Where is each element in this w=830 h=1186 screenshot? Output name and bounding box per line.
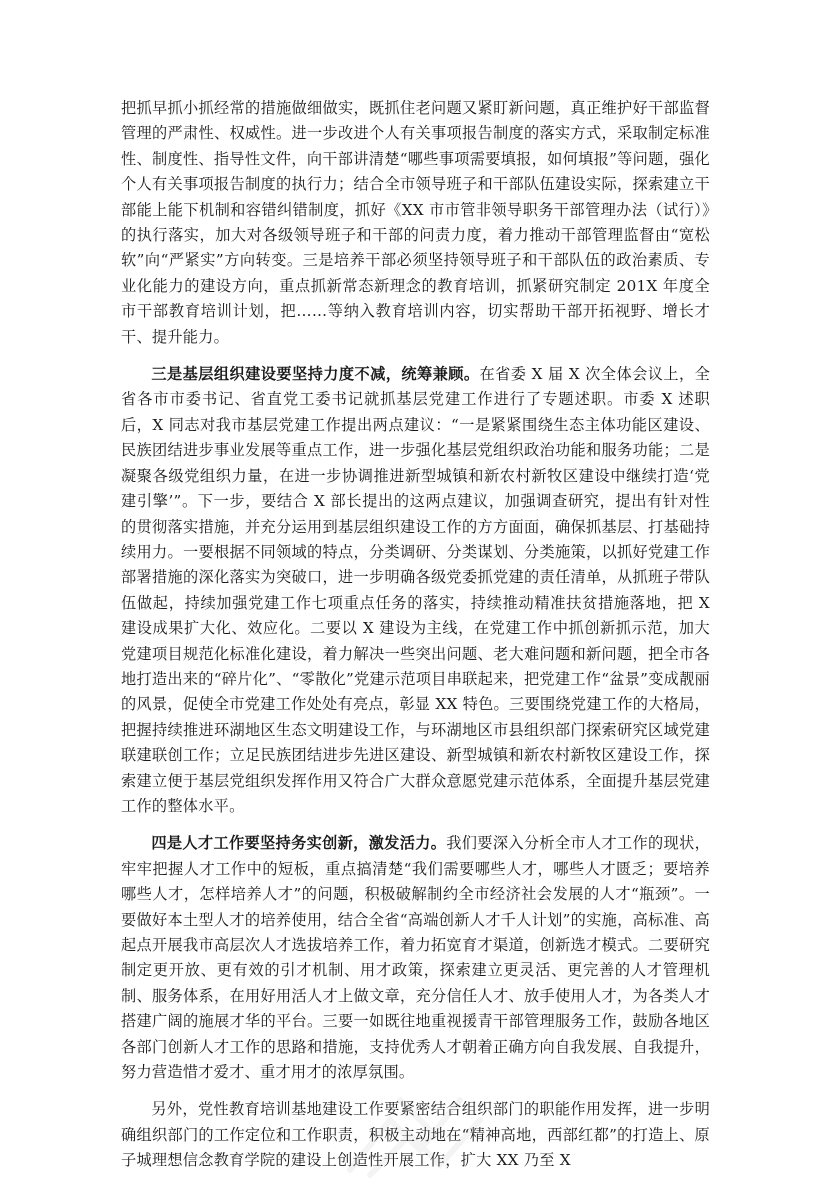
paragraph-text: 我们要深入分析全市人才工作的现状，牢牢把握人才工作中的短板，重点搞清楚“我们需要哪些人才，哪些人才匮乏；要培养哪些人才，怎样培养人才”的问题，积极破解制约全市经济社会发展的人才“瓶颈”。一要做好本土型人才的培养使用，结合全省“高端创新人才千人计划”的实施，高标准、高起点开展我市高层次人才选拔培养工作，着力拓宽育才渠道，创新选才模式。二要研究制定更开放、更有效的引才机制、用才政策，探索建立更灵活、更完善的人才管理机制、服务体系，在用好用活人才上做文章，充分信任人才、放手使用人才，为各类人才搭建广阔的施展才华的平台。三要一如既往地重视援青干部管理服务工作，鼓励各地区各部门创新人才工作的思路和措施，支持优秀人才朝着正确方向自我发展、自我提升，努力营造惜才爱才、重才用才的浓厚氛围。 (121, 834, 711, 1082)
paragraph-party-education-base (121, 1097, 710, 1173)
paragraph-lead-heading: 四是人才工作要坚持务实创新，激发活力。 (151, 834, 447, 853)
paragraph-text: 另外，党性教育培训基地建设工作要紧密结合组织部门的职能作用发挥，进一步明确组织部门的工作定位和工作职责，积极主动地在“精神高地，西部红都”的打造上、原子城理想信念教育学院的建设上创造性开展工作，扩大 XX 乃至 X (121, 1100, 710, 1170)
paragraph-text: 把抓早抓小抓经常的措施做细做实，既抓住老问题又紧盯新问题，真正维护好干部监督管理的严肃性、权威性。进一步改进个人有关事项报告制度的落实方式，采取制定标准性、制度性、指导性文件，向干部讲清楚“哪些事项需要填报，如何填报”等问题，强化个人有关事项报告制度的执行力；结合全市领导班子和干部队伍建设实际，探索建立干部能上能下机制和容错纠错制度，抓好《XX 市市管非领导职务干部管理办法（试行）》的执行落实，加大对各级领导班子和干部的问责力度，着力推动干部管理监督由“宽松软”向“严紧实”方向转变。三是培养干部必须坚持领导班子和干部队伍的政治素质、专业化能力的建设方向，重点抓新常态新理念的教育培训，抓紧研究制定 201X 年度全市干部教育培训计划，把……等纳入教育培训内容，切实帮助干部开拓视野、增长才干、提升能力。 (121, 99, 710, 346)
paragraph-talent-work (121, 831, 710, 1085)
paragraph-lead-heading: 三是基层组织建设要坚持力度不减，统筹兼顾。 (151, 365, 480, 384)
paragraph-grassroots-organization (121, 362, 710, 819)
document-page (121, 96, 710, 1186)
paragraph-text: 在省委 X 届 X 次全体会议上，全省各市市委书记、省直党工委书记就抓基层党建工作进行了专题述职。市委 X 述职后，X 同志对我市基层党建工作提出两点建议：“一是紧紧围绕生态主体功能区建设、民族团结进步事业发展等重点工作，进一步强化基层党组织政治功能和服务功能；二是凝聚各级党组织力量，在进一步协调推进新型城镇和新农村新牧区建设中继续打造‘党建引擎’”。下一步，要结合 X 部长提出的这两点建议，加强调查研究，提出有针对性的贯彻落实措施，并充分运用到基层组织建设工作的方方面面，确保抓基层、打基础持续用力。一要根据不同领域的特点，分类调研、分类谋划、分类施策，以抓好党建工作部署措施的深化落实为突破口，进一步明确各级党委抓党建的责任清单，从抓班子带队伍做起，持续加强党建工作七项重点任务的落实，持续推动精准扶贫措施落地，把 X 建设成果扩大化、效应化。二要以 X 建设为主线，在党建工作中抓创新抓示范，加大党建项目规范化标准化建设，着力解决一些突出问题、老大难问题和新问题，把全市各地打造出来的“碎片化”、“零散化”党建示范项目串联起来，把党建工作“盆景”变成靓丽的风景，促使全市党建工作处处有亮点，彰显 XX 特色。三要围绕党建工作的大格局，把握持续推进环湖地区生态文明建设工作，与环湖地区市县组织部门探索研究区域党建联建联创工作；立足民族团结进步先进区建设、新型城镇和新农村新牧区建设工作，探索建立便于基层党组织发挥作用又符合广大群众意愿党建示范体系，全面提升基层党建工作的整体水平。 (121, 365, 711, 815)
paragraph-cadre-supervision (121, 96, 710, 350)
